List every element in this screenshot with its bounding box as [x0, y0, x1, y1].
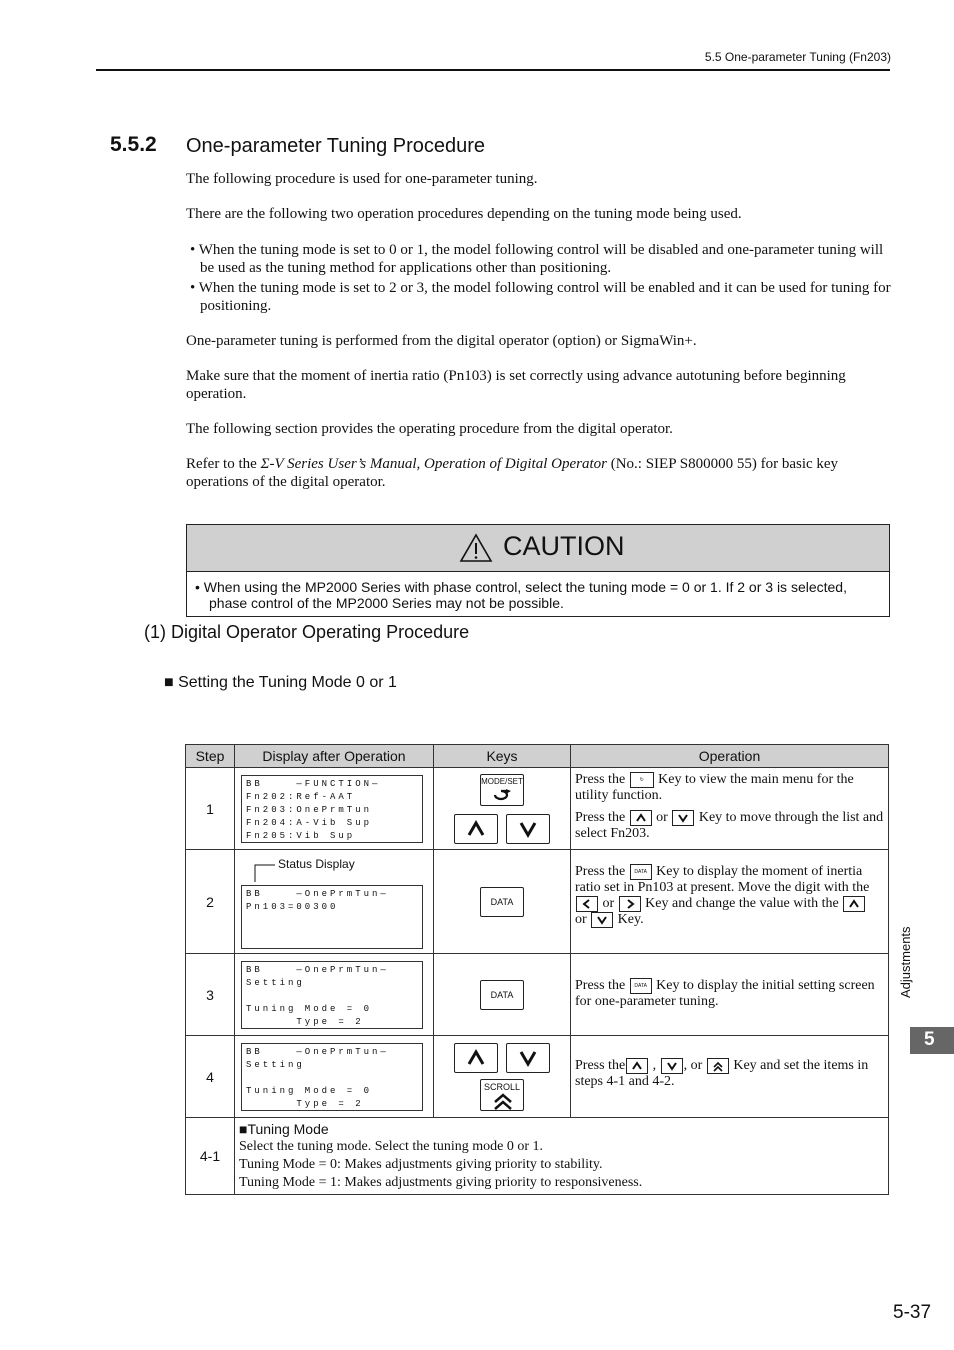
paragraph-intro: The following procedure is used for one-parameter tuning.: [186, 171, 538, 187]
paragraph-two-procedures: There are the following two operation procedures depending on the tuning mode being used.: [186, 206, 742, 222]
up-arrow-icon: [455, 815, 497, 843]
paragraph-refer-manual: Refer to the Σ-V Series User’s Manual, Operation of Digital Operator (No.: SIEP S800000 55) for basic key operations of the digital operator.: [186, 456, 839, 490]
mode-set-key-inline-icon: ↻: [630, 772, 654, 788]
bullet-mode-0-1: • When the tuning mode is set to 0 or 1, the model following control will be disabled and one-parameter tuning will be used as the tuning method for applications other than positioning.: [190, 242, 884, 276]
subheading-digital-operator: (1) Digital Operator Operating Procedure: [144, 622, 470, 642]
up-key: [454, 814, 498, 844]
col-header-step: Step: [186, 745, 235, 768]
lcd-display: BB —FUNCTION— Fn202:Ref-AAT Fn203:OnePrmTun Fn204:A-Vib Sup Fn205:Vib Sup: [241, 775, 423, 843]
tuning-mode-description: [235, 1118, 889, 1195]
data-key: DATA: [480, 887, 524, 917]
procedure-table: [185, 744, 889, 1195]
keys-cell: [434, 954, 571, 1036]
display-cell: [235, 768, 434, 850]
section-number: 5.5.2: [110, 133, 157, 156]
running-header: 5.5 One-parameter Tuning (Fn203): [704, 50, 891, 64]
paragraph-performed-from: One-parameter tuning is performed from the digital operator (option) or SigmaWin+.: [186, 333, 697, 349]
table-row: [186, 954, 889, 1036]
col-header-keys: Keys: [434, 745, 571, 768]
scroll-key-inline-icon: [707, 1058, 729, 1074]
data-key-inline-icon: DATA: [630, 978, 652, 994]
up-key-inline-icon: [626, 1058, 648, 1074]
caution-box: [186, 524, 890, 617]
section-title: One-parameter Tuning Procedure: [186, 135, 486, 157]
tuning-mode-line: Tuning Mode = 0: Makes adjustments giving priority to stability.: [239, 1157, 603, 1172]
step-number: 1: [186, 768, 235, 850]
table-row: [186, 1036, 889, 1118]
keys-cell: [434, 1036, 571, 1118]
data-key: DATA: [480, 980, 524, 1010]
left-key-inline-icon: [576, 896, 598, 912]
operation-cell: Press the ↻ Key to view the main menu for the utility function. Press the or Key to move through the list and select Fn203.: [571, 768, 889, 850]
tuning-mode-title: ■Tuning Mode: [239, 1121, 329, 1137]
caution-text: • When using the MP2000 Series with phase control, select the tuning mode = 0 or 1. If 2 or 3 is selected, phase control of the MP2000 Series may not be possible.: [195, 579, 847, 611]
tuning-mode-line: Select the tuning mode. Select the tuning mode 0 or 1.: [239, 1139, 544, 1154]
step-number: 4: [186, 1036, 235, 1118]
paragraph-following-section: The following section provides the operating procedure from the digital operator.: [186, 421, 673, 437]
status-callout-line: [247, 862, 277, 884]
table-header-row: [186, 745, 889, 768]
lcd-display: BB —OnePrmTun— Pn103=00300: [241, 885, 423, 949]
up-key-inline-icon: [843, 896, 865, 912]
manual-title: Σ-V Series User’s Manual, Operation of Digital Operator: [260, 456, 607, 472]
chapter-tab: 5: [910, 1027, 954, 1054]
scroll-key: SCROLL: [480, 1079, 524, 1111]
mode-set-key: MODE/SET: [480, 774, 524, 806]
down-arrow-icon: [507, 815, 549, 843]
table-row: [186, 1118, 889, 1195]
rotate-arrow-icon: [491, 789, 515, 801]
display-cell: [235, 850, 434, 954]
side-chapter-label: Adjustments: [898, 926, 913, 998]
operation-cell: Press the , , or Key and set the items in steps 4-1 and 4-2.: [571, 1036, 889, 1118]
right-key-inline-icon: [619, 896, 641, 912]
col-header-display: Display after Operation: [235, 745, 434, 768]
status-display-label: Status Display: [278, 857, 355, 871]
step-number: 2: [186, 850, 235, 954]
step-number: 3: [186, 954, 235, 1036]
down-arrow-icon: [507, 1044, 549, 1072]
down-key-inline-icon: [672, 810, 694, 826]
warning-triangle-icon: [459, 533, 493, 563]
up-arrow-icon: [455, 1044, 497, 1072]
col-header-operation: Operation: [571, 745, 889, 768]
page-number: 5-37: [893, 1302, 932, 1323]
caution-title: CAUTION: [503, 531, 625, 561]
data-key-inline-icon: DATA: [630, 864, 652, 880]
header-rule: [96, 69, 890, 71]
down-key: [506, 814, 550, 844]
display-cell: [235, 1036, 434, 1118]
operation-cell: Press the DATA Key to display the initial setting screen for one-parameter tuning.: [571, 954, 889, 1036]
keys-cell: [434, 768, 571, 850]
paragraph-inertia-ratio: Make sure that the moment of inertia ratio (Pn103) is set correctly using advance autotuning before beginning operation.: [186, 368, 846, 402]
double-up-arrow-icon: [481, 1092, 525, 1112]
subheading-tuning-mode: ■ Setting the Tuning Mode 0 or 1: [164, 674, 397, 691]
keys-cell: [434, 850, 571, 954]
table-row: [186, 768, 889, 850]
up-key: [454, 1043, 498, 1073]
down-key: [506, 1043, 550, 1073]
table-row: [186, 850, 889, 954]
lcd-display: BB —OnePrmTun— Setting Tuning Mode = 0 Type = 2: [241, 1043, 423, 1111]
down-key-inline-icon: [661, 1058, 683, 1074]
operation-cell: Press the DATA Key to display the moment of inertia ratio set in Pn103 at present. Move the digit with the or Key and change the value with the or Key.: [571, 850, 889, 954]
caution-header: [187, 525, 889, 572]
down-key-inline-icon: [591, 912, 613, 928]
up-key-inline-icon: [630, 810, 652, 826]
tuning-mode-line: Tuning Mode = 1: Makes adjustments giving priority to responsiveness.: [239, 1175, 643, 1190]
lcd-display: BB —OnePrmTun— Setting Tuning Mode = 0 Type = 2: [241, 961, 423, 1029]
bullet-mode-2-3: • When the tuning mode is set to 2 or 3, the model following control will be enabled and it can be used for tuning for positioning.: [190, 280, 891, 314]
step-number: 4-1: [186, 1118, 235, 1195]
display-cell: [235, 954, 434, 1036]
